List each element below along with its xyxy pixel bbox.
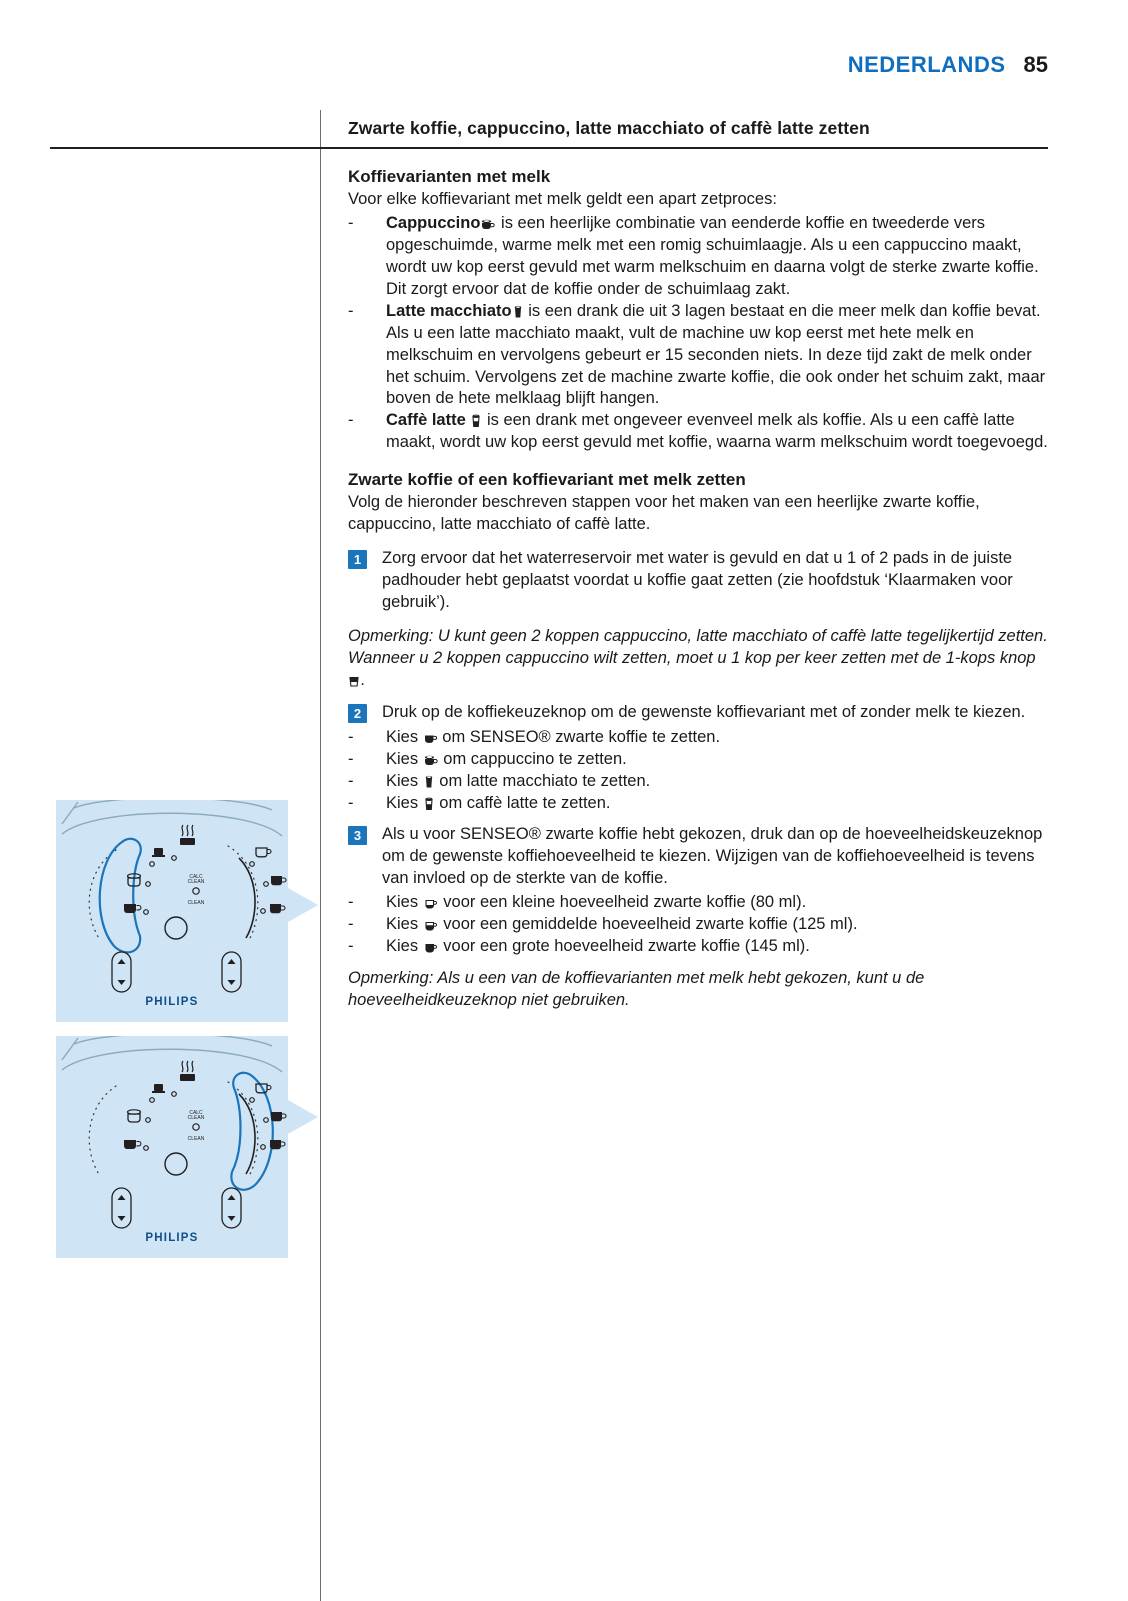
list-dash: -: [348, 893, 354, 912]
choice-prefix: Kies: [386, 727, 423, 746]
step-2-text: Druk op de koffiekeuzeknop om de gewenste koffievariant met of zonder melk te kiezen.: [382, 702, 1026, 721]
choice-text: voor een grote hoeveelheid zwarte koffie (145 ml).: [438, 937, 810, 956]
caffe-latte-glass-icon: [470, 413, 482, 428]
step-2: [348, 702, 1048, 725]
choice-text: om cappuccino te zetten.: [438, 749, 627, 768]
main-column: [348, 118, 1048, 1012]
list-dash: -: [348, 411, 354, 430]
language-label: NEDERLANDS: [847, 52, 1006, 77]
choice-text: voor een kleine hoeveelheid zwarte koffie (80 ml).: [438, 893, 807, 912]
step-number-container: [348, 824, 382, 890]
list-item: [348, 410, 1048, 454]
list-dash: -: [348, 727, 354, 746]
caffe-latte-glass-icon: [423, 796, 435, 811]
list-dash: -: [348, 915, 354, 934]
final-note: Opmerking: Als u een van de koffievarianten met melk hebt gekozen, kunt u de hoeveelheidkeuzeknop niet gebruiken.: [348, 969, 925, 1009]
svg-text:CLEAN: CLEAN: [187, 1115, 205, 1121]
list-dash: -: [348, 301, 354, 320]
note-after-step-1-text: Opmerking: U kunt geen 2 koppen cappuccino, latte macchiato of caffè latte tegelijkertijd zetten. Wanneer u 2 koppen cappuccino wilt zetten, moet u 1 kop per keer zetten met de 1-kops knop: [348, 626, 1048, 667]
step-2-choices: [348, 727, 1048, 815]
step-1: [348, 548, 1048, 614]
choice-prefix: Kies: [386, 893, 423, 912]
section-intro-milk-variants: Voor elke koffievariant met melk geldt een apart zetproces:: [348, 190, 777, 208]
milk-variants-list: [348, 213, 1048, 454]
step-number-badge: 2: [348, 704, 367, 723]
list-item: [348, 749, 1048, 771]
philips-logo: PHILIPS: [145, 1232, 199, 1244]
choice-prefix: Kies: [386, 915, 423, 934]
term-caffe-latte-text: is een drank met ongeveer evenveel melk als koffie. Als u een caffè latte maakt, wordt uw kop eerst gevuld met koffie, waarna warm melkschuim wordt toegevoegd.: [386, 411, 1048, 452]
list-item: [348, 213, 1048, 301]
list-item: [348, 892, 1048, 914]
choice-prefix: Kies: [386, 793, 423, 812]
section-intro-brewing: Volg de hieronder beschreven stappen voor het maken van een heerlijke zwarte koffie, cappuccino, latte macchiato of caffè latte.: [348, 493, 980, 534]
choice-text: om caffè latte te zetten.: [434, 793, 611, 812]
choice-prefix: Kies: [386, 771, 423, 790]
title-divider: [50, 147, 1048, 149]
step-number-badge: 3: [348, 826, 367, 845]
medium-quantity-icon: [423, 919, 439, 932]
latte-macchiato-glass-icon: [423, 774, 435, 789]
choice-text: voor een gemiddelde hoeveelheid zwarte koffie (125 ml).: [438, 915, 858, 934]
list-item: [348, 936, 1048, 958]
list-item: [348, 301, 1048, 411]
term-caffe-latte: Caffè latte: [386, 411, 466, 430]
section-heading-brewing: Zwarte koffie of een koffievariant met melk zetten: [348, 470, 746, 490]
note-after-step-1: [348, 626, 1048, 692]
list-dash: -: [348, 793, 354, 812]
cappuccino-cup-icon: [423, 753, 439, 767]
left-margin-rule: [320, 110, 321, 1601]
page-header: [848, 52, 1048, 78]
senseo-panel-figure-2: [56, 1036, 288, 1258]
cappuccino-cup-icon: [480, 217, 496, 231]
chapter-title: Zwarte koffie, cappuccino, latte macchiato of caffè latte zetten: [348, 118, 870, 138]
list-item: [348, 771, 1048, 793]
list-item: [348, 914, 1048, 936]
svg-text:CLEAN: CLEAN: [187, 1136, 205, 1142]
list-item: [348, 793, 1048, 815]
choice-prefix: Kies: [386, 749, 423, 768]
list-dash: -: [348, 213, 354, 232]
callout-pointer-2: [288, 1100, 322, 1134]
choice-text: om latte macchiato te zetten.: [434, 771, 651, 790]
term-cappuccino: Cappuccino: [386, 213, 481, 232]
choice-text: om SENSEO® zwarte koffie te zetten.: [437, 727, 721, 746]
illustration-coffee-selection: [56, 800, 288, 1022]
black-coffee-cup-icon: [423, 732, 438, 745]
term-cappuccino-text: is een heerlijke combinatie van eenderde koffie en tweederde vers opgeschuimde, warme melk met een romig schuimlaagje. Als u een cappuccino maakt, wordt uw kop eerst gevuld met warm melkschuim en daarna volgt de sterke zwarte koffie. Dit zorgt ervoor dat de koffie onder de schuimlaag zakt.: [386, 213, 1039, 298]
step-3-choices: [348, 892, 1048, 958]
term-latte-macchiato: Latte macchiato: [386, 301, 512, 320]
section-heading-milk-variants: Koffievarianten met melk: [348, 167, 551, 186]
choice-prefix: Kies: [386, 937, 423, 956]
svg-text:CALC: CALC: [189, 874, 203, 880]
list-dash: -: [348, 771, 354, 790]
step-3: [348, 824, 1048, 890]
term-latte-macchiato-text: is een drank die uit 3 lagen bestaat en die meer melk dan koffie bevat. Als u een latte macchiato maakt, vult de machine uw kop eerst met hete melk en melkschuim en vervolgens gebeurt er 15 seconden niets. In deze tijd zakt de melk onder het schuim. Vervolgens zet de machine zwarte koffie, die ook onder het schuim zakt, maar boven de hete melklaag blijft hangen.: [386, 301, 1046, 408]
step-number-container: [348, 548, 382, 614]
step-3-text: Als u voor SENSEO® zwarte koffie hebt gekozen, druk dan op de hoeveelheidskeuzeknop om de gewenste koffiehoeveelheid te kiezen. Wijzigen van de koffiehoeveelheid is tevens van invloed op de sterkte van de koffie.: [382, 825, 1043, 888]
step-number-container: [348, 702, 382, 725]
list-item: [348, 727, 1048, 749]
step-number-badge: 1: [348, 550, 367, 569]
small-quantity-icon: [423, 897, 439, 910]
senseo-panel-figure-1: [56, 800, 288, 1022]
callout-pointer-1: [288, 888, 322, 922]
page-number: 85: [1023, 52, 1048, 77]
list-dash: -: [348, 749, 354, 768]
step-1-text: Zorg ervoor dat het waterreservoir met water is gevuld en dat u 1 of 2 pads in de juiste padhouder hebt geplaatst voordat u koffie gaat zetten (zie hoofdstuk ‘Klaarmaken voor gebruik’).: [382, 549, 1013, 611]
svg-text:CLEAN: CLEAN: [187, 879, 205, 885]
illustration-quantity-selection: [56, 1036, 288, 1258]
list-dash: -: [348, 937, 354, 956]
one-cup-button-icon: [348, 674, 361, 688]
note-after-step-1-tail: .: [361, 670, 366, 689]
philips-logo: PHILIPS: [145, 996, 199, 1008]
svg-text:CALC: CALC: [189, 1110, 203, 1116]
large-quantity-icon: [423, 941, 439, 954]
svg-text:CLEAN: CLEAN: [187, 900, 205, 906]
latte-macchiato-glass-icon: [512, 304, 524, 319]
